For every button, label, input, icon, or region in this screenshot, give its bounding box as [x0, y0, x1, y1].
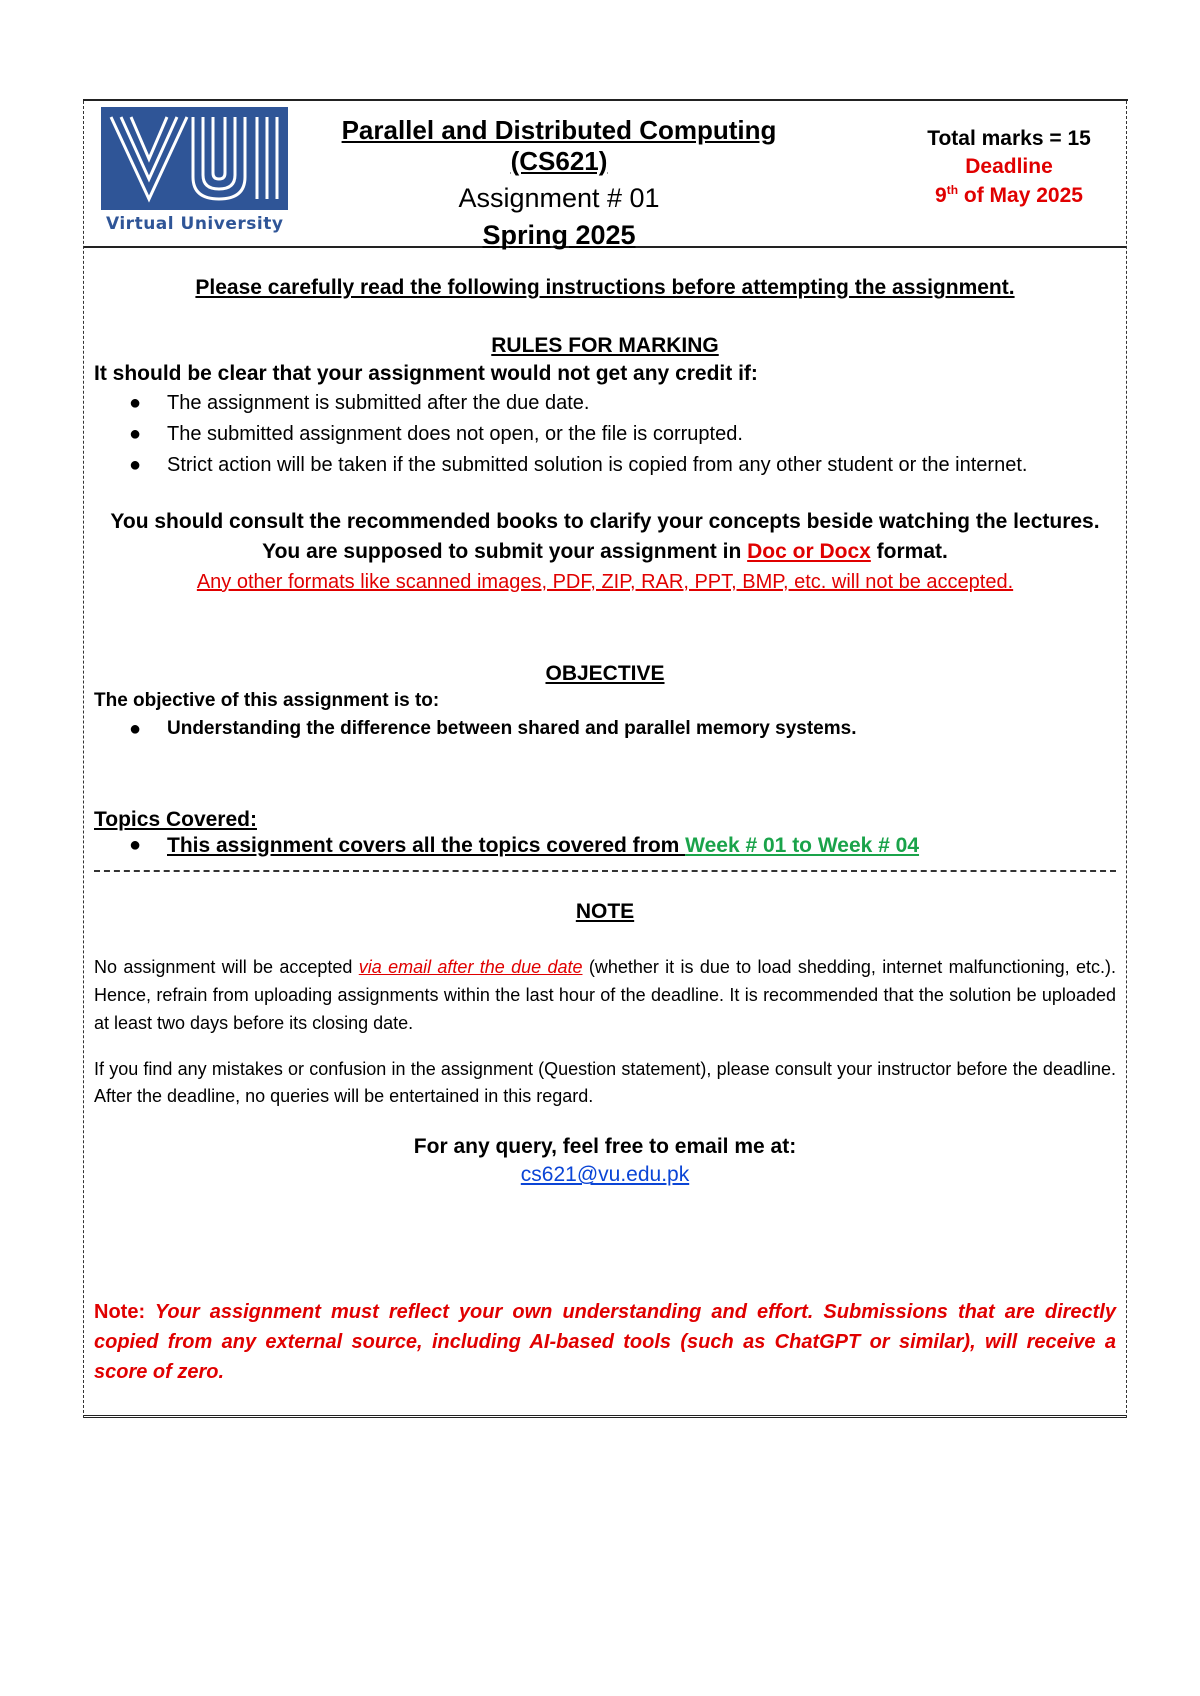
- vu-logo-icon: [101, 107, 288, 210]
- list-item: [129, 452, 1116, 479]
- note-section: [84, 872, 1126, 1415]
- marks-block: [909, 127, 1109, 212]
- logo-caption: Virtual University: [106, 214, 284, 234]
- term: Spring 2025: [482, 220, 636, 250]
- course-title: Parallel and Distributed Computing (CS621): [341, 115, 777, 176]
- note-text: No assignment will be accepted: [94, 956, 359, 977]
- instructions-section: [84, 248, 1126, 872]
- submit-prefix: You are supposed to submit your assignment in: [262, 540, 748, 564]
- bottom-border: [84, 1415, 1126, 1418]
- rule-text: The submitted assignment does not open, or the file is corrupted.: [167, 423, 743, 445]
- formats-warning: Any other formats like scanned images, PDF, ZIP, RAR, PPT, BMP, etc. will not be accepted.: [196, 570, 1014, 593]
- list-item: [129, 832, 1116, 860]
- submit-suffix: format.: [870, 540, 948, 564]
- deadline-suffix: th: [946, 183, 959, 197]
- rules-lead: It should be clear that your assignment would not get any credit if:: [94, 362, 758, 385]
- instructions-intro: Please carefully read the following instructions before attempting the assignment.: [195, 276, 1015, 299]
- query-line: For any query, feel free to email me at:: [413, 1135, 797, 1159]
- topics-text: This assignment covers all the topics covered from: [167, 833, 686, 857]
- assignment-number: Assignment # 01: [458, 183, 660, 213]
- bullet-icon: ●: [129, 717, 142, 740]
- submit-format: Doc or Docx: [747, 540, 871, 564]
- bullet-icon: ●: [129, 423, 142, 445]
- vu-logo-mark: [101, 107, 288, 210]
- topics-list: [94, 832, 1116, 860]
- final-note: [94, 1297, 1116, 1415]
- document-frame: [83, 101, 1127, 1418]
- note-paragraph-2: If you find any mistakes or confusion in the assignment (Question statement), please consult your instructor before the deadline. After the deadline, no queries will be entertained in this regard.: [94, 1058, 1116, 1107]
- note-paragraph-1: [94, 954, 1116, 1038]
- header: [84, 101, 1126, 248]
- submit-line: [94, 537, 1116, 567]
- topics-range: Week # 01 to Week # 04: [685, 833, 920, 857]
- topics-title: Topics Covered:: [94, 807, 257, 831]
- list-item: [129, 390, 1116, 417]
- list-item: [129, 421, 1116, 448]
- rule-text: The assignment is submitted after the due date.: [167, 392, 590, 414]
- objective-lead: The objective of this assignment is to:: [94, 689, 440, 711]
- consult-block: [94, 507, 1116, 568]
- rules-title: RULES FOR MARKING: [491, 334, 719, 357]
- deadline-month-year: of May 2025: [958, 184, 1083, 207]
- rule-text: Strict action will be taken if the submitted solution is copied from any other student or the internet.: [167, 454, 1028, 476]
- consult-line: You should consult the recommended books to clarify your concepts beside watching the lectures.: [110, 510, 1100, 533]
- bullet-icon: ●: [129, 833, 142, 856]
- bullet-icon: ●: [129, 392, 142, 414]
- deadline-date: [909, 183, 1109, 208]
- email-text[interactable]: cs621@vu.edu.pk: [520, 1163, 690, 1187]
- objective-title: OBJECTIVE: [545, 661, 665, 685]
- note-text: (whether it is due to load shedding, internet malfunctioning, etc.). Hence, refrain from uploading assignments within the last hour of the deadline. It is recommended that the solution be uploaded at least two days before its closing date.: [94, 956, 1117, 1033]
- bullet-icon: ●: [129, 454, 142, 476]
- deadline-label: Deadline: [965, 155, 1053, 178]
- final-note-text: Your assignment must reflect your own understanding and effort. Submissions that are directly copied from any external source, including AI-based tools (such as ChatGPT or similar), will receive a score of zero.: [94, 1301, 1116, 1384]
- final-note-label: Note:: [94, 1301, 146, 1324]
- vu-logo: [101, 107, 291, 242]
- title-block: [309, 115, 809, 251]
- objective-list: [94, 716, 1116, 742]
- note-title: NOTE: [575, 899, 635, 923]
- note-emphasis: via email after the due date: [358, 956, 583, 977]
- total-marks: Total marks = 15: [927, 127, 1091, 150]
- email-link[interactable]: [94, 1163, 1116, 1187]
- section-divider: [94, 870, 1116, 872]
- deadline-day: 9: [935, 184, 947, 207]
- rules-list: [94, 390, 1116, 479]
- objective-text: Understanding the difference between shared and parallel memory systems.: [167, 717, 857, 739]
- list-item: [129, 716, 1116, 742]
